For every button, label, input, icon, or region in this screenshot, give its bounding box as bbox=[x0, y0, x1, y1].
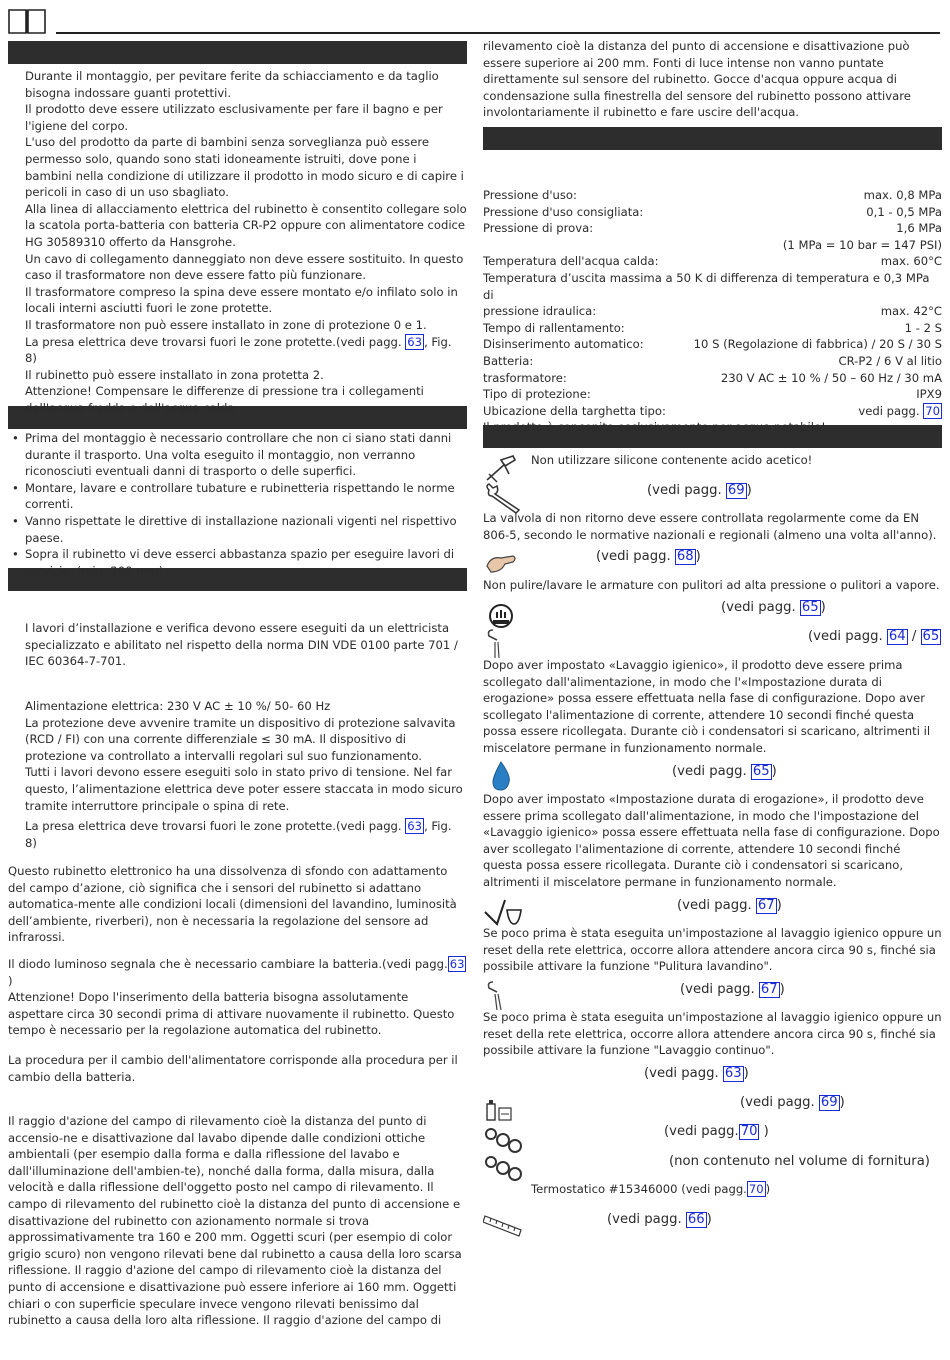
spec-row bbox=[483, 353, 942, 370]
montaggio-item: • Sopra il rubinetto vi deve esserci abbastanza spazio per eseguire lavori di servizio. (min. 200 mm) bbox=[8, 546, 467, 579]
alimentatore-para: La procedura per il cambio dell'alimentatore corrisponde alla procedura per il cambio della batteria. bbox=[8, 1053, 458, 1084]
temp-uscita-text: Temperatura d’uscita massima a 50 K di differenza di temperatura e 0,3 MPa di bbox=[483, 270, 930, 302]
spec-value: IPX9 bbox=[916, 387, 942, 402]
presa-fig: , Fig. 8) bbox=[25, 334, 452, 366]
faucet-spray-icon bbox=[483, 628, 523, 660]
spec-value: 230 V AC ± 10 % / 50 – 60 Hz / 30 mA bbox=[720, 370, 942, 385]
paren: ) bbox=[743, 1066, 749, 1081]
paren: ) bbox=[706, 1212, 712, 1227]
spec-value: 0,1 - 0,5 MPa bbox=[866, 204, 942, 219]
ref-line-67b bbox=[680, 982, 785, 999]
termostatico-text: Termostatico #15346000 (vedi pagg. bbox=[531, 1182, 747, 1196]
spec-label: Tipo di protezione: bbox=[483, 387, 591, 402]
elettrico-presa bbox=[8, 818, 467, 851]
specs-table bbox=[483, 187, 942, 436]
safety-item: Un cavo di collegamento danneggiato non deve essere sostituito. In questo caso il trasformatore non deve essere fatto più funzionare. bbox=[25, 251, 464, 283]
ref-line-66 bbox=[607, 1212, 712, 1229]
montaggio-item: • Prima del montaggio è necessario controllare che non ci siano stati danni durante il trasporto. Una volta eseguito il montaggio, non verranno riconosciuti eventuali danni di trasporto o delle superfici. bbox=[8, 430, 467, 480]
paren: ) bbox=[695, 549, 701, 564]
vedi-text: (vedi pagg. bbox=[808, 629, 883, 644]
elettrico-section-2 bbox=[8, 698, 467, 851]
page-ref-link[interactable]: 64 bbox=[888, 629, 906, 644]
spec-row bbox=[483, 303, 942, 320]
spec-label: trasformatore: bbox=[483, 370, 567, 385]
spec-label: Temperatura dell'acqua calda: bbox=[483, 254, 659, 269]
vedi-text: (vedi pagg. bbox=[647, 483, 722, 498]
spec-label: Batteria: bbox=[483, 353, 534, 368]
battery-box-icon bbox=[483, 1094, 523, 1126]
spec-label: Pressione d'uso consigliata: bbox=[483, 204, 644, 219]
spec-value: 1 - 2 S bbox=[904, 320, 942, 335]
section-bar-safety bbox=[8, 41, 467, 64]
spec-row bbox=[483, 253, 942, 270]
continuo-text: Se poco prima è stata eseguita un'impostazione al lavaggio igienico oppure un reset della rete elettrica, occorre allora attendere ancora circa 90 s, finché sia possibile attivare la funzione "Lavaggio continuo". bbox=[483, 1010, 942, 1058]
paren: ) bbox=[8, 973, 13, 988]
vedi-text: (vedi pagg. bbox=[596, 549, 671, 564]
ref-line-65c bbox=[672, 764, 777, 781]
basin-cleaning-icon bbox=[483, 896, 523, 928]
presa-fig: , Fig. 8) bbox=[25, 819, 452, 850]
page-ref-link[interactable]: 70 bbox=[925, 403, 940, 418]
potabile-text: Il prodotto è concepito esclusivamente per acqua potabile! bbox=[483, 420, 826, 435]
paren: ) bbox=[771, 764, 777, 779]
page-ref-link[interactable]: 63 bbox=[724, 1066, 742, 1081]
ref-line-67a bbox=[677, 898, 782, 915]
vedi-text: (vedi pagg. bbox=[644, 1066, 719, 1081]
spec-row bbox=[483, 370, 942, 387]
paren: ) bbox=[839, 1095, 845, 1110]
spec-value: max. 60°C bbox=[880, 254, 942, 269]
silicone-text: Non utilizzare silicone contenente acido acetico! bbox=[531, 453, 813, 467]
page-ref-link[interactable]: 67 bbox=[757, 898, 775, 913]
ref-line-68 bbox=[596, 549, 701, 566]
continuous-flush-icon bbox=[483, 980, 523, 1012]
page-ref-link[interactable]: 69 bbox=[727, 483, 745, 498]
spec-value: (1 MPa = 10 bar = 147 PSI) bbox=[782, 237, 942, 252]
safety-item: L'uso del prodotto da parte di bambini senza sorveglianza può essere permesso solo, quando sono stati idoneamente istruiti, dove pone i bambini nella condizione di utilizzare il prodotto in modo sicuro e di capire i pericoli in caso di un uso sbagliato. bbox=[25, 135, 464, 200]
section-bar-dati-tecnici bbox=[483, 127, 942, 150]
pulitura-text: Se poco prima è stata eseguita un'impostazione al lavaggio igienico oppure un reset della rete elettrica, occorre allora attendere ancora circa 90 s, finché sia possibile attivare la funzione "Pulitura lavandino". bbox=[483, 926, 942, 974]
safety-item: Durante il montaggio, per pevitare ferite da schiacciamento e da taglio bisogna indossare guanti protettivi. bbox=[25, 69, 439, 100]
montaggio-item: • Vanno rispettate le direttive di installazione nazionali vigenti nel rispettivo paese. bbox=[8, 513, 467, 546]
ref-line-70 bbox=[664, 1124, 769, 1141]
spec-value: CR-P2 / 6 V al litio bbox=[838, 353, 942, 368]
page-ref-link[interactable]: 63 bbox=[407, 334, 423, 349]
presa-text: La presa elettrica deve trovarsi fuori le zone protette.(vedi pagg. bbox=[25, 334, 402, 349]
spec-value: max. 42°C bbox=[880, 304, 942, 319]
vedi-text: (vedi pagg. bbox=[664, 1124, 739, 1139]
manual-book-icon bbox=[8, 8, 46, 34]
measuring-ruler-icon bbox=[483, 1208, 523, 1240]
lavaggio-igienico-text: Dopo aver impostato «Lavaggio igienico», il prodotto deve essere prima scollegato dall'alimentazione, in modo che l'«Impostazione durata di erogazione» possa essere effettuata nella fase di configurazione. Dopo aver scollegato l'alimentazione di corrente, attendere 10 secondi finché questa possa essere ricollegata. Durante ciò i condensatori si scaricano, altrimenti il miscelatore permane in funzionamento normale. bbox=[483, 658, 931, 755]
page-ref-link[interactable]: 69 bbox=[820, 1095, 838, 1110]
ref-line-63 bbox=[644, 1066, 749, 1083]
spec-row bbox=[483, 386, 942, 403]
spec-label: Pressione di prova: bbox=[483, 221, 594, 236]
safety-item: Il rubinetto può essere installato in zona protetta 2. bbox=[25, 367, 324, 382]
vedi-text: (vedi pagg. bbox=[607, 1212, 682, 1227]
elettrico-para: La protezione deve avvenire tramite un dispositivo di protezione salvavita (RCD / FI) con una corrente differenziale ≤ 30 mA. Il dispositivo di protezione va controllato a intervalli regolari sul suo funzionamento. bbox=[25, 715, 456, 763]
spec-row-targhetta bbox=[483, 403, 942, 420]
safety-section bbox=[8, 68, 467, 416]
page-ref-link[interactable]: 67 bbox=[760, 982, 778, 997]
paren: ) bbox=[779, 982, 785, 997]
ref-line-69 bbox=[647, 483, 752, 500]
spec-row bbox=[483, 320, 942, 337]
dissolvenza-para: Questo rubinetto elettronico ha una dissolvenza di sfondo con adattamento del campo d’azione, ciò significa che i sensori del rubinetto si adattano automatica-mente alle condizioni locali (dimensioni del lavandino, luminosità dell’ambiente, riverberi), non è necessaria la regolazione del sensore ad infrarossi. bbox=[8, 864, 457, 945]
paren: ) bbox=[759, 1124, 769, 1139]
spec-row bbox=[483, 204, 942, 221]
spec-row bbox=[483, 237, 942, 254]
silicone-gun-icon bbox=[483, 452, 523, 484]
spec-value bbox=[858, 403, 942, 420]
elettrico-section bbox=[8, 620, 467, 670]
raggio-cont-para: rilevamento cioè la distanza del punto di accensione e disattivazione può essere superiore ai 200 mm. Fonti di luce intense non vanno puntate direttamente sul sensore del rubinetto. Gocce d'acqua oppure acqua di condensazione sulla finestrella del sensore del rubinetto possono attivare involontariamente il rubinetto e fare uscire dell'acqua. bbox=[483, 39, 911, 120]
elettrico-para: I lavori d’installazione e verifica devono essere eseguiti da un elettricista specializzato e abilitato nel rispetto della norma DIN VDE 0100 parte 701 / IEC 60364-7-701. bbox=[25, 621, 458, 669]
fittings-optional-icon bbox=[483, 1152, 523, 1184]
montaggio-item: • Montare, lavare e controllare tubature e rubinetteria rispettando le norme correnti. bbox=[8, 480, 467, 513]
spec-label: pressione idraulica: bbox=[483, 304, 597, 319]
paren: ) bbox=[746, 483, 752, 498]
diodo-text: Il diodo luminoso segnala che è necessario cambiare la batteria.(vedi pagg. bbox=[8, 957, 448, 971]
page-ref-link[interactable]: 70 bbox=[748, 1182, 764, 1196]
water-drop-icon bbox=[483, 760, 523, 792]
safety-item: Il trasformatore compreso la spina deve essere montato e/o infilato solo in locali interni asciutti fuori le zone protette. bbox=[25, 284, 458, 316]
safety-item: Il prodotto deve essere utilizzato esclusivamente per fare il bagno e per l'igiene del corpo. bbox=[25, 102, 443, 133]
paren: ) bbox=[765, 1182, 771, 1196]
spec-row bbox=[483, 220, 942, 237]
spec-label: Ubicazione della targhetta tipo: bbox=[483, 403, 666, 418]
spec-value: 1,6 MPa bbox=[896, 221, 942, 236]
spec-label: Disinserimento automatico: bbox=[483, 337, 644, 352]
valvola-text: La valvola di non ritorno deve essere controllata regolarmente come da EN 806-5, secondo le normative nazionali e regionali (almeno una volta all'anno). bbox=[483, 511, 937, 542]
elettrico-para: Tutti i lavori devono essere eseguiti solo in stato privo di tensione. Nel far questo, l’alimentazione elettrica deve poter essere staccata in modo sicuro tramite interruttore principale o spina di rete. bbox=[25, 765, 463, 813]
page-ref-link[interactable]: 65 bbox=[801, 600, 819, 615]
diodo-section bbox=[8, 956, 467, 1039]
durata-text: Dopo aver impostato «Impostazione durata di erogazione», il prodotto deve essere prima scollegato dall'alimentazione, in modo che l'impostazione del «Lavaggio igienico» possa essere effettuata nella fase di configurazione. Dopo aver scollegato l'alimentazione di corrente, attendere 10 secondi finché questa possa essere ricollegata. Durante ciò i condensatori si scaricano, altrimenti il miscelatore permane in funzionamento normale. bbox=[483, 792, 940, 889]
hygiene-flush-icon bbox=[483, 598, 523, 630]
page-ref-link[interactable]: 65 bbox=[922, 629, 940, 644]
spec-value: 10 S (Regolazione di fabbrica) / 20 S / 30 S bbox=[693, 337, 942, 352]
safety-item: Alla linea di allacciamento elettrica del rubinetto è consentito collegare solo la scatola porta-batteria con batteria CR-P2 oppure con alimentatore codice HG 30589310 offerto da Hansgrohe. bbox=[25, 201, 467, 249]
diodo-para-2: Attenzione! Dopo l'inserimento della batteria bisogna assolutamente aspettare circa 30 secondi prima di attivare nuovamente il rubinetto. Questo tempo è necessario per la regolazione automatica del rubinetto. bbox=[8, 990, 455, 1038]
montaggio-section bbox=[8, 430, 467, 579]
ref-line-64-65 bbox=[808, 629, 941, 646]
safety-item: Attenzione! Compensare le differenze di pressione tra i collegamenti dell'acqua fredda e dell'acqua calda. bbox=[25, 384, 424, 415]
safety-item-presa bbox=[8, 334, 467, 367]
paren: ) bbox=[776, 898, 782, 913]
vedi-text: (vedi pagg. bbox=[677, 898, 752, 913]
page-ref-link[interactable]: 70 bbox=[740, 1124, 758, 1139]
page-ref-link[interactable]: 63 bbox=[407, 819, 423, 834]
spec-label: Tempo di rallentamento: bbox=[483, 320, 625, 335]
presa-text: La presa elettrica deve trovarsi fuori le zone protette.(vedi pagg. bbox=[25, 819, 402, 834]
page-ref-link[interactable]: 65 bbox=[752, 764, 770, 779]
diodo-para bbox=[8, 956, 467, 989]
hand-cleaning-icon bbox=[483, 546, 523, 578]
spec-value: max. 0,8 MPa bbox=[863, 188, 942, 202]
page-ref-link[interactable]: 66 bbox=[687, 1212, 705, 1227]
vedi-text: (vedi pagg. bbox=[680, 982, 755, 997]
safety-item: Il trasformatore non può essere installato in zone di protezione 0 e 1. bbox=[25, 317, 427, 332]
spec-label: Pressione d'uso: bbox=[483, 188, 577, 202]
ref-line-69b bbox=[740, 1095, 845, 1112]
slash: / bbox=[911, 629, 917, 644]
ref-line-65 bbox=[721, 600, 826, 617]
vedi-text: (vedi pagg. bbox=[721, 600, 796, 615]
vedi-text: (vedi pagg. bbox=[740, 1095, 815, 1110]
page-ref-link[interactable]: 68 bbox=[676, 549, 694, 564]
non-contenuto-text: (non contenuto nel volume di fornitura) bbox=[669, 1154, 930, 1169]
header-rule bbox=[56, 32, 940, 34]
vedi-text: vedi pagg. bbox=[858, 403, 920, 418]
vedi-text: (vedi pagg. bbox=[672, 764, 747, 779]
raggio-para: Il raggio d'azione del campo di rilevamento cioè la distanza del punto di accensio-ne e disattivazione dal lavabo dipende dalle condizioni ottiche ambientali (per esempio dalla forma e dalla riflessione del lavabo e dall'illuminazione dell'ambien-te), nonché dalla forma, dalla misura, dalla velocità e dalla riflessione dell'oggetto posto nel campo di rilevamento. Il campo di rilevamento del rubinetto cioè la distanza del punto di accensione e disattivazione del rubinetto con azionamento normale si trova approssimativamente tra 160 e 200 mm. Oggetti scuri (per esempio di color grigio scuro) non vengono rilevati bene dal rubinetto a causa della loro scarsa riflessione. Il raggio d'azione del campo di rilevamento cioè la distanza del punto di accensione e disattivazione può essere inferiore ai 160 mm. Oggetti chiari o con superficie speculare invece vengono rilevati benissimo dal rubinetto a causa della loro alta riflessione. Il raggio d'azione del campo di bbox=[8, 1114, 462, 1328]
pulire-text: Non pulire/lavare le armature con pulitori ad alta pressione o pulitori a vapore. bbox=[483, 578, 940, 592]
spec-row bbox=[483, 187, 942, 204]
elettrico-para: Alimentazione elettrica: 230 V AC ± 10 %/ 50- 60 Hz bbox=[25, 699, 331, 713]
spec-row bbox=[483, 336, 942, 353]
page-ref-link[interactable]: 63 bbox=[449, 957, 465, 971]
paren: ) bbox=[820, 600, 826, 615]
termostatico-line bbox=[531, 1181, 770, 1198]
